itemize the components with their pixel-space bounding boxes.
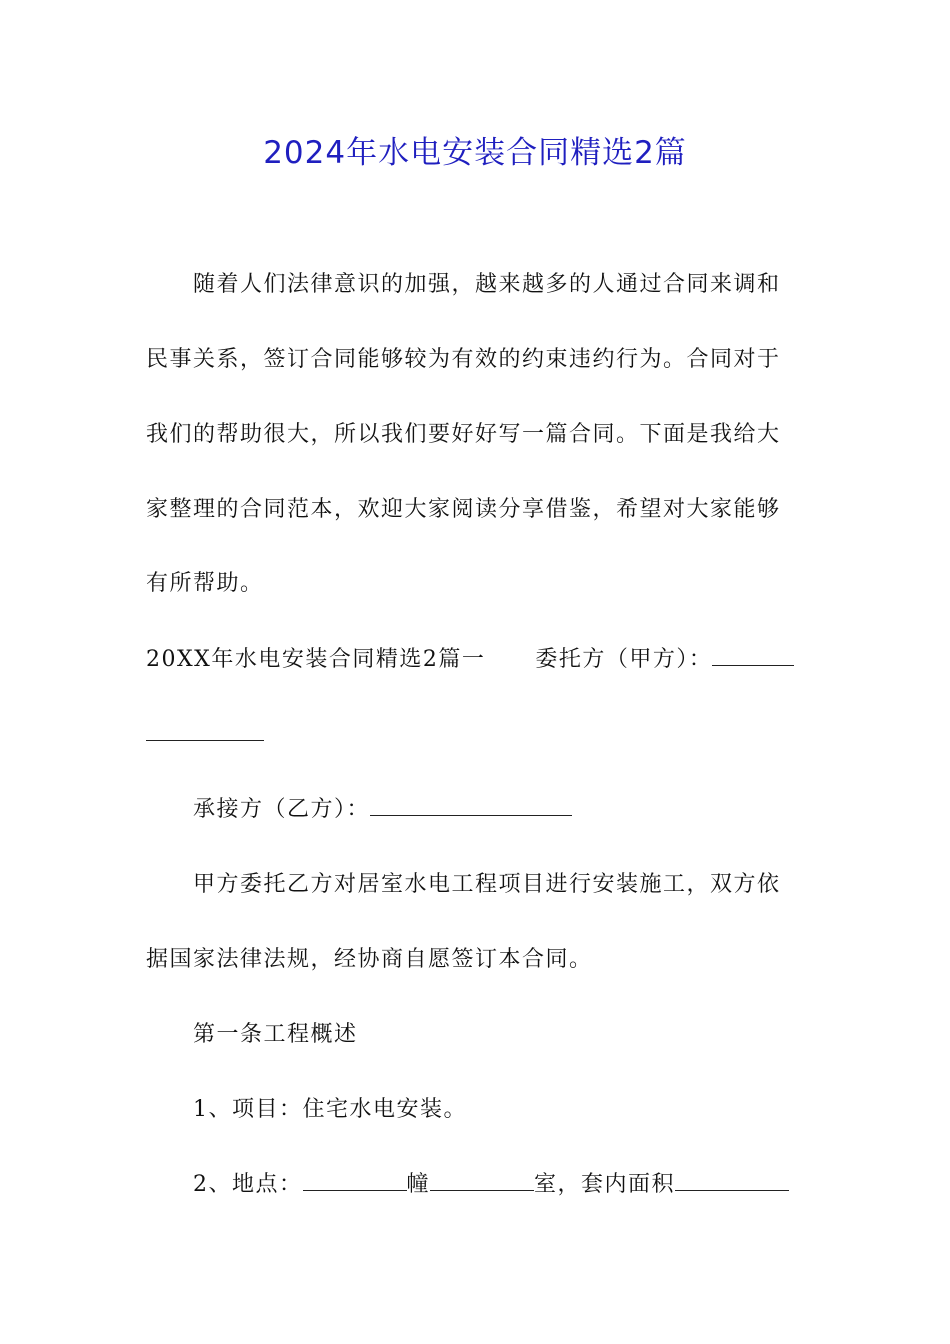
section-heading: 20XX年水电安装合同精选2篇一	[146, 647, 486, 672]
room-blank	[430, 1189, 534, 1191]
item-2-label: 2、地点：	[193, 1172, 303, 1197]
item-2-room: 室，套内面积	[534, 1172, 676, 1197]
party-a-blank-cont	[146, 739, 264, 741]
party-a-continuation	[146, 718, 808, 752]
article-1-heading: 第一条工程概述	[193, 1022, 358, 1047]
area-blank	[675, 1189, 789, 1191]
item-1: 1、项目：住宅水电安装。	[193, 1097, 467, 1122]
clause-line-2: 据国家法律法规，经协商自愿签订本合同。	[146, 947, 593, 972]
party-a-label: 委托方（甲方）：	[535, 647, 713, 672]
intro-line-2: 民事关系，签订合同能够较为有效的约束违约行为。合同对于	[146, 347, 781, 372]
document-title: 2024年水电安装合同精选2篇	[263, 135, 687, 171]
intro-line-1: 随着人们法律意识的加强，越来越多的人通过合同来调和	[193, 272, 781, 297]
party-a-blank	[712, 664, 794, 666]
clause-line-1: 甲方委托乙方对居室水电工程项目进行安装施工，双方依	[193, 872, 781, 897]
party-b-label: 承接方（乙方）：	[193, 797, 371, 822]
section-heading-line	[146, 643, 808, 677]
intro-line-4: 家整理的合同范本，欢迎大家阅读分享借鉴，希望对大家能够	[146, 497, 781, 522]
item-2-line	[193, 1168, 808, 1202]
building-blank	[303, 1189, 407, 1191]
item-2-building: 幢	[406, 1172, 431, 1197]
party-b-blank	[370, 814, 572, 816]
party-b-line	[193, 793, 808, 827]
intro-line-5: 有所帮助。	[146, 571, 264, 596]
intro-line-3: 我们的帮助很大，所以我们要好好写一篇合同。下面是我给大	[146, 422, 781, 447]
